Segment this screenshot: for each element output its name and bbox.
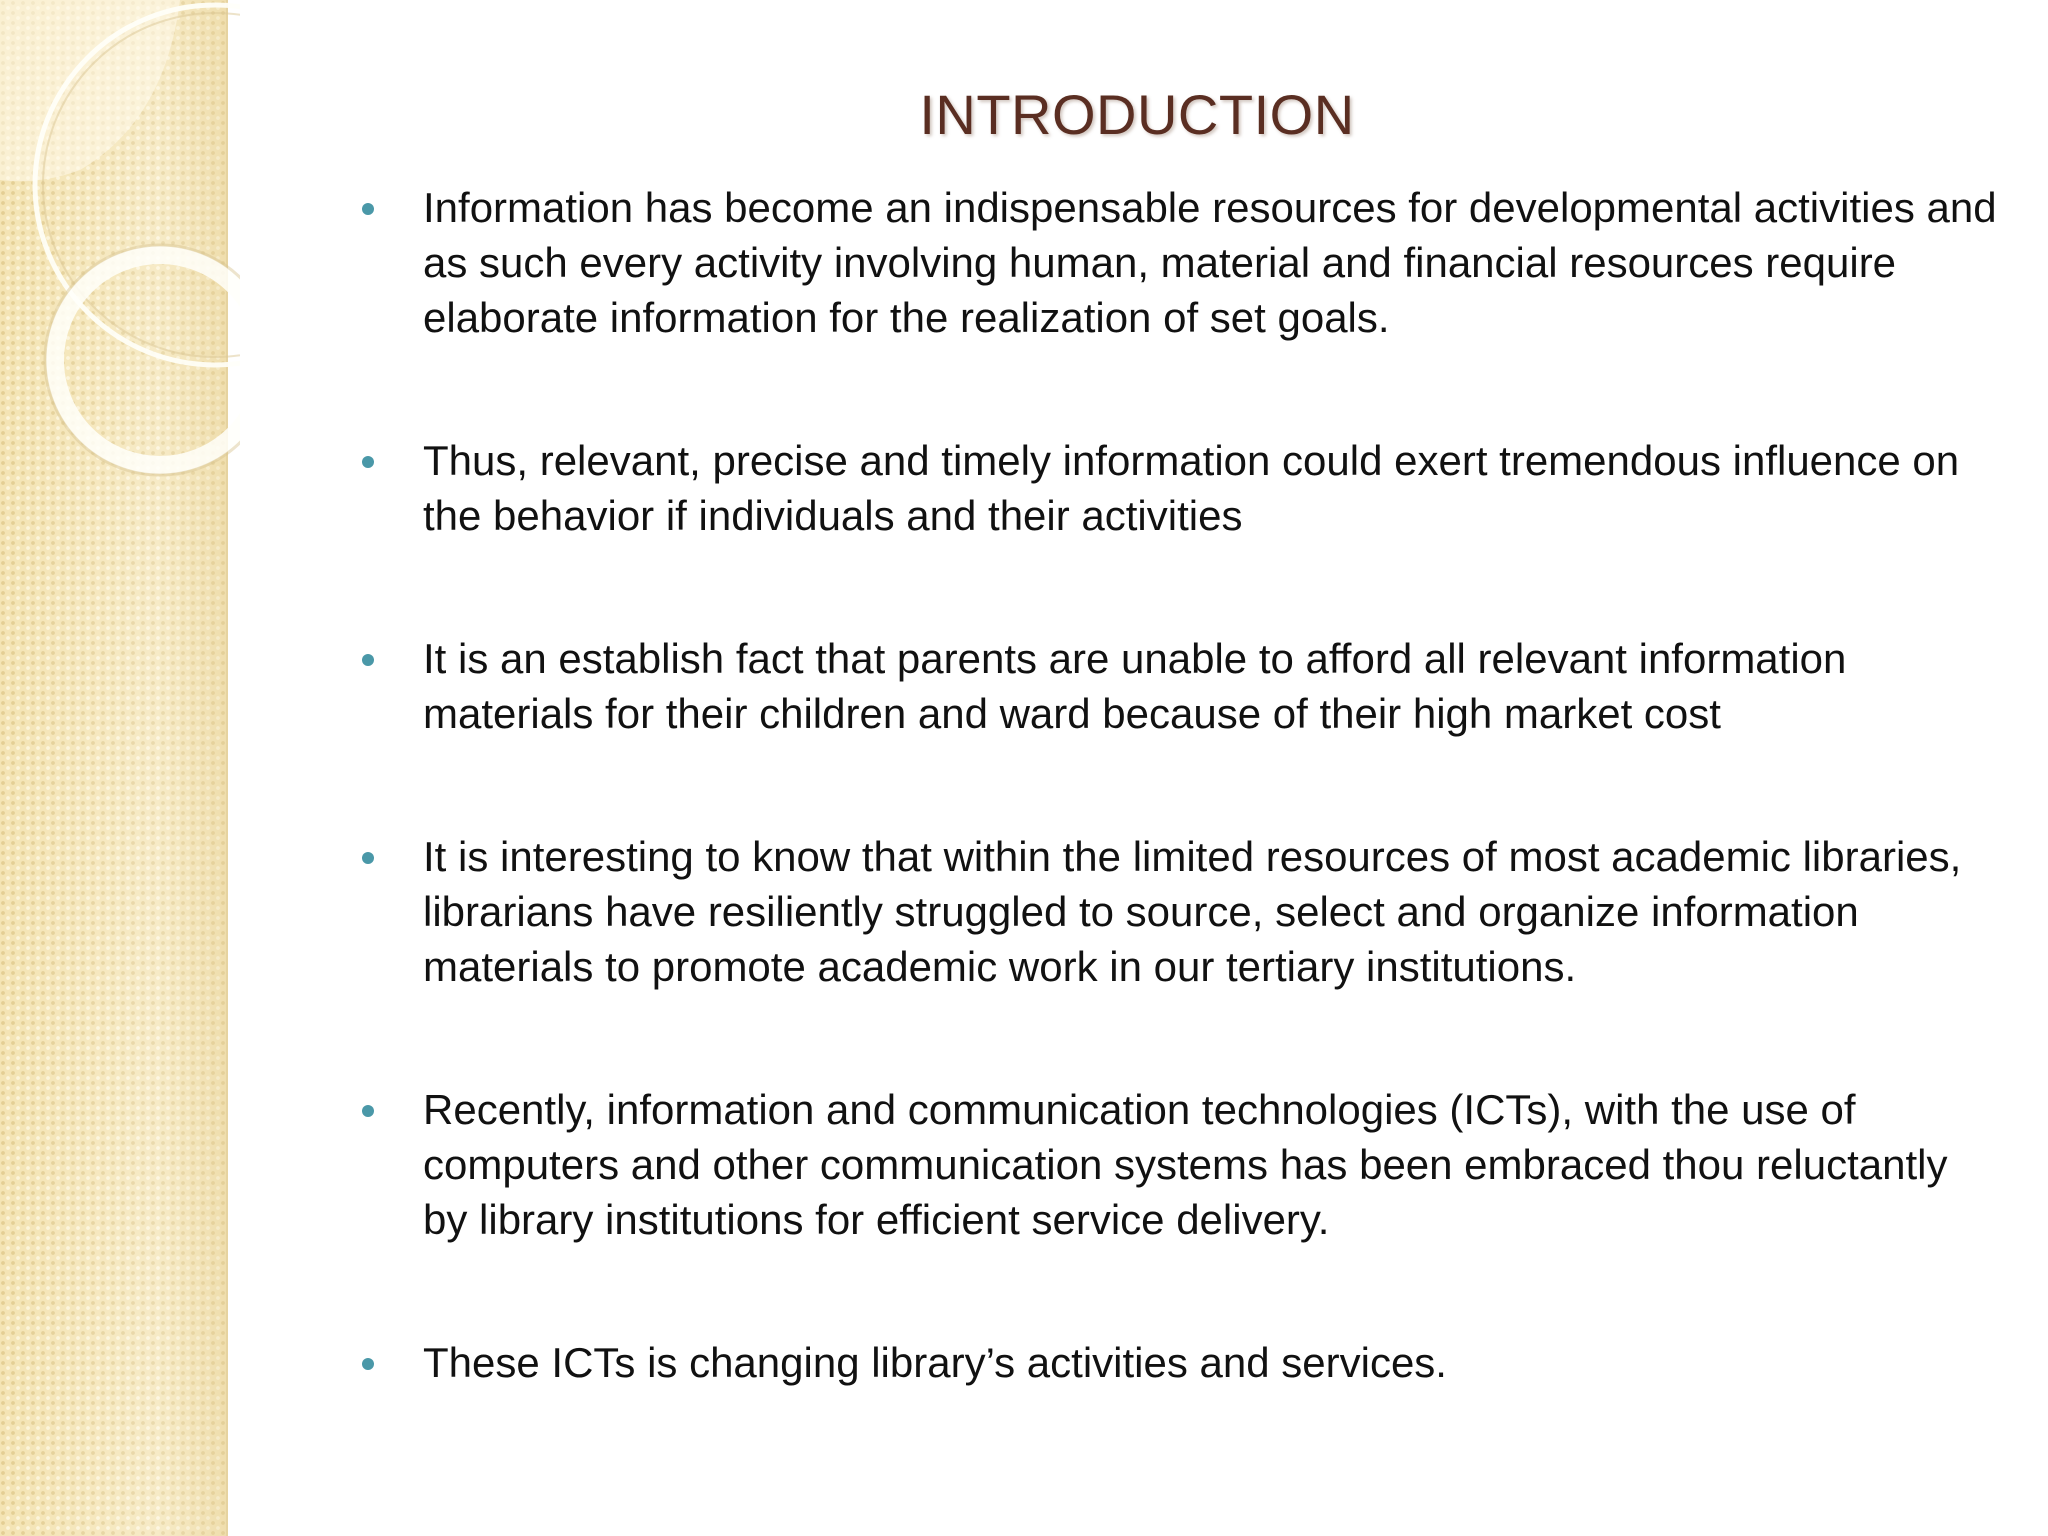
bullet-text: Thus, relevant, precise and timely information could exert tremendous influence on the behavior if individuals and their activities: [423, 437, 1960, 539]
slide-title: INTRODUCTION: [919, 83, 1355, 146]
bullet-text: Recently, information and communication technologies (ICTs), with the use of computers and other communication systems has been embraced thou reluctantly by library institutions for efficient service delivery.: [423, 1086, 1948, 1243]
bullet-text: Information has become an indispensable resources for developmental activities and as such every activity involving human, material and financial resources require elaborate information for the realization of set goals.: [423, 184, 1997, 341]
bullet-dot-icon: [362, 654, 374, 666]
deco-corner-shape: [0, 0, 180, 181]
bullet-text: It is an establish fact that parents are unable to afford all relevant information materials for their children and ward because of their high market cost: [423, 635, 1847, 737]
bullet-dot-icon: [362, 203, 374, 215]
deco-ring-small: [55, 255, 240, 465]
bullet-dot-icon: [362, 852, 374, 864]
bullet-dot-icon: [362, 456, 374, 468]
deco-ring-small-outline: [45, 245, 240, 475]
bullet-text: These ICTs is changing library’s activities and services.: [423, 1339, 1447, 1386]
bullet-dot-icon: [362, 1105, 374, 1117]
decorative-rings: [0, 0, 240, 520]
bullet-text: It is interesting to know that within the limited resources of most academic libraries, librarians have resiliently struggled to source, select and organize information materials to promote academic work in our tertiary institutions.: [423, 833, 1962, 990]
bullet-dot-icon: [362, 1358, 374, 1370]
